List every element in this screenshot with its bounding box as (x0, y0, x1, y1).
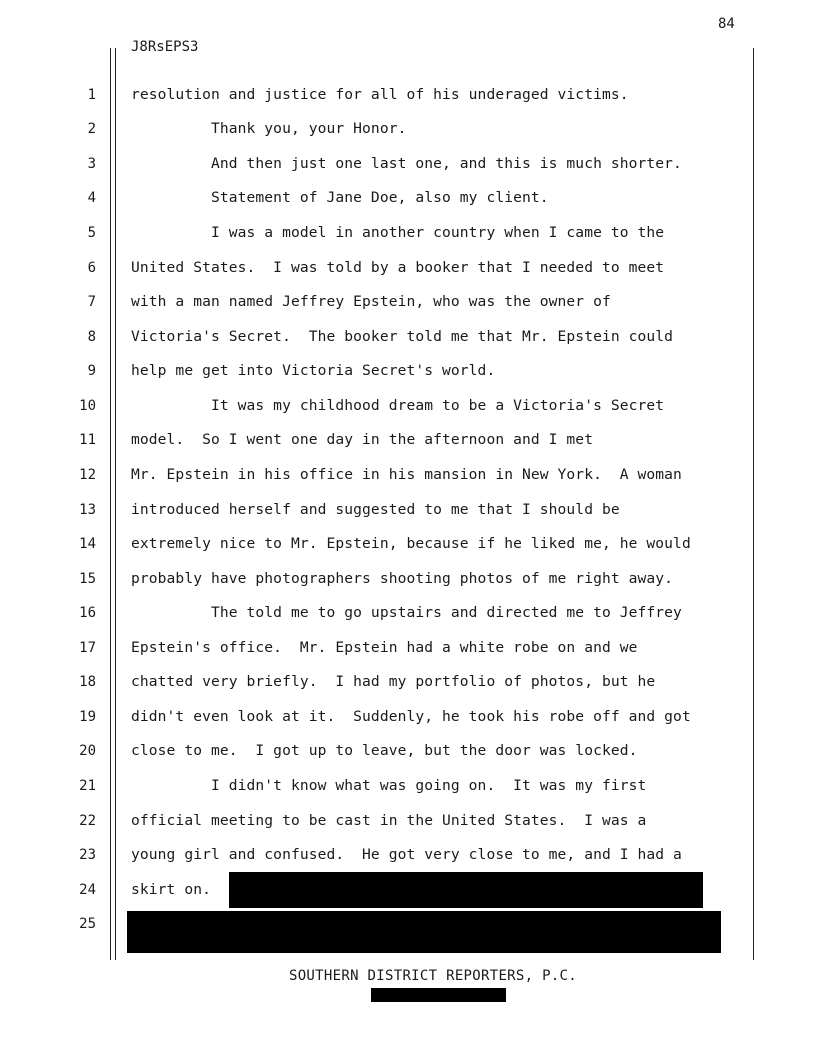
line-number: 25 (79, 916, 96, 932)
transcript-line: Statement of Jane Doe, also my client. (131, 189, 549, 206)
line-number: 21 (79, 778, 96, 794)
redaction-box (371, 988, 506, 1002)
line-number: 4 (87, 190, 96, 206)
line-number: 1 (87, 87, 96, 103)
right-margin-rule (753, 48, 754, 960)
transcript-line: I was a model in another country when I came to the (131, 224, 665, 241)
redaction-box (229, 872, 703, 908)
transcript-line: help me get into Victoria Secret's world. (131, 362, 496, 379)
transcript-line: Victoria's Secret. The booker told me that Mr. Epstein could (131, 328, 674, 345)
line-number: 15 (79, 571, 96, 587)
transcript-line: extremely nice to Mr. Epstein, because if he liked me, he would (131, 535, 691, 552)
transcript-line: official meeting to be cast in the United States. I was a (131, 812, 647, 829)
transcript-line: And then just one last one, and this is much shorter. (131, 155, 682, 172)
transcript-line: The told me to go upstairs and directed me to Jeffrey (131, 604, 682, 621)
left-margin-rule-inner (115, 48, 116, 960)
line-number: 14 (79, 536, 96, 552)
transcript-line: It was my childhood dream to be a Victoria's Secret (131, 397, 665, 414)
page-number: 84 (718, 16, 735, 32)
line-number: 20 (79, 743, 96, 759)
transcript-line: United States. I was told by a booker that I needed to meet (131, 259, 665, 276)
transcript-line: Epstein's office. Mr. Epstein had a white robe on and we (131, 639, 638, 656)
line-number: 13 (79, 502, 96, 518)
transcript-line: young girl and confused. He got very close to me, and I had a (131, 846, 682, 863)
line-number: 9 (87, 363, 96, 379)
left-margin-rule-outer (110, 48, 111, 960)
line-number: 2 (87, 121, 96, 137)
line-number: 18 (79, 674, 96, 690)
transcript-line: Thank you, your Honor. (131, 120, 407, 137)
line-number: 5 (87, 225, 96, 241)
line-number: 3 (87, 156, 96, 172)
line-number: 23 (79, 847, 96, 863)
footer-reporter: SOUTHERN DISTRICT REPORTERS, P.C. (288, 968, 578, 984)
line-number: 6 (87, 260, 96, 276)
transcript-line: close to me. I got up to leave, but the door was locked. (131, 742, 638, 759)
transcript-line: Mr. Epstein in his office in his mansion in New York. A woman (131, 466, 682, 483)
line-number: 24 (79, 882, 96, 898)
transcript-line: introduced herself and suggested to me that I should be (131, 501, 620, 518)
line-number: 11 (79, 432, 96, 448)
transcript-line: I didn't know what was going on. It was my first (131, 777, 647, 794)
transcript-line: didn't even look at it. Suddenly, he took his robe off and got (131, 708, 691, 725)
transcript-line: resolution and justice for all of his underaged victims. (131, 86, 629, 103)
transcript-line: model. So I went one day in the afternoon and I met (131, 431, 594, 448)
line-number: 10 (79, 398, 96, 414)
transcript-line: with a man named Jeffrey Epstein, who was the owner of (131, 293, 611, 310)
line-number: 7 (87, 294, 96, 310)
transcript-line: chatted very briefly. I had my portfolio of photos, but he (131, 673, 656, 690)
line-number: 16 (79, 605, 96, 621)
line-number: 22 (79, 813, 96, 829)
transcript-line: skirt on. (131, 881, 211, 898)
line-number: 19 (79, 709, 96, 725)
redaction-box (127, 911, 721, 953)
line-number: 8 (87, 329, 96, 345)
case-id: J8RsEPS3 (131, 39, 199, 55)
transcript-line: probably have photographers shooting photos of me right away. (131, 570, 674, 587)
line-number: 17 (79, 640, 96, 656)
line-number: 12 (79, 467, 96, 483)
